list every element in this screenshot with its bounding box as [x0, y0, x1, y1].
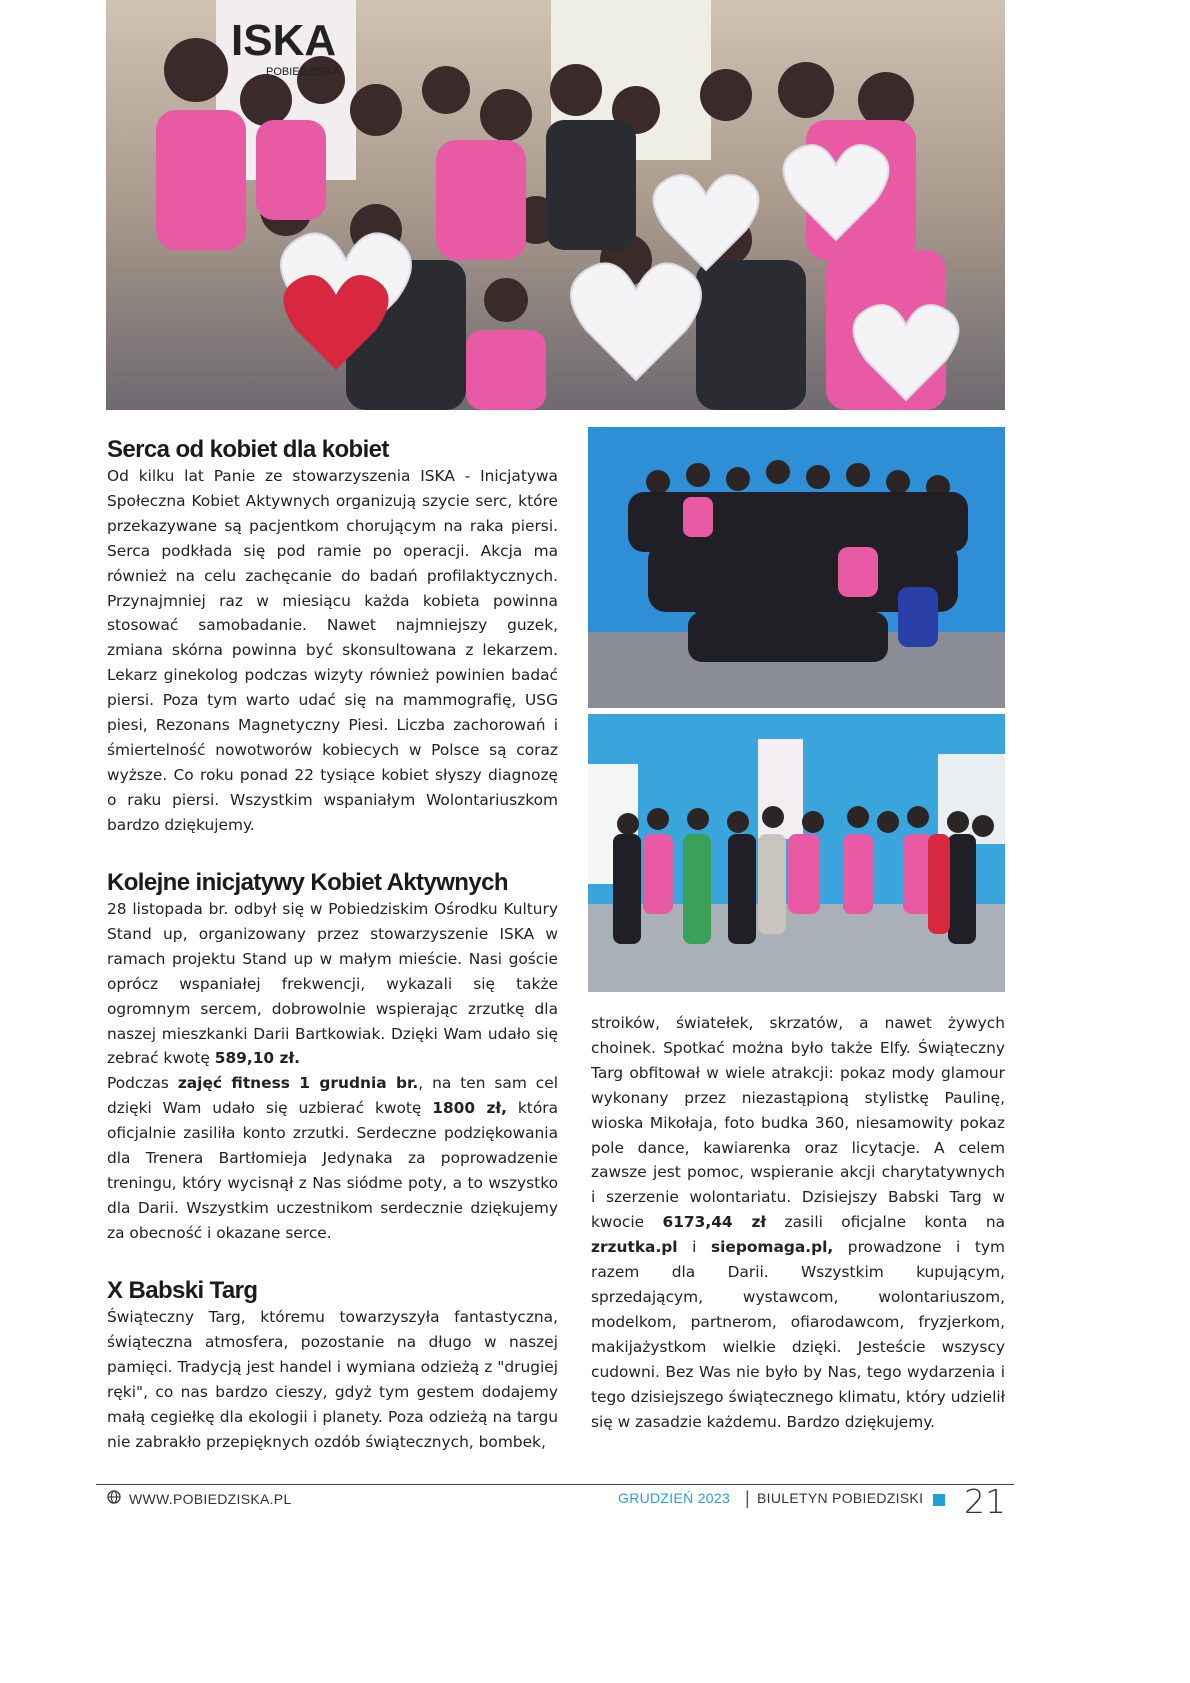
fitness-text-start: Podczas — [107, 1074, 178, 1093]
fitness-text-mid: , na ten sam cel dzięki Wam udało się uzbierać kwotę — [107, 1074, 558, 1118]
section-initiatives — [107, 869, 558, 1246]
heading-hearts: Serca od kobiet dla kobiet — [107, 436, 389, 463]
targ-amount: 6173,44 zł — [662, 1213, 767, 1232]
group-photo-blue-wall — [588, 427, 1005, 708]
fitness-amount: 1800 zł, — [432, 1099, 507, 1118]
main-photo-group-with-hearts — [106, 0, 1005, 410]
footer-issue-date: GRUDZIEŃ 2023 — [618, 1490, 731, 1506]
babski-targ-body-right — [591, 1011, 1005, 1434]
initiatives-paragraph-1 — [107, 897, 558, 1071]
siepomaga-link[interactable]: siepomaga.pl, — [710, 1238, 834, 1257]
globe-icon — [107, 1490, 121, 1507]
footer-accent-square — [933, 1494, 945, 1506]
svg-text:POBIEDZISKA: POBIEDZISKA — [266, 66, 340, 78]
babski-targ-continued — [591, 1011, 1005, 1434]
group-photo-christmas-market — [588, 714, 1005, 992]
footer-publication-title: BIULETYN POBIEDZISKI — [757, 1490, 924, 1506]
heading-babski-targ: X Babski Targ — [107, 1277, 258, 1304]
website-url[interactable]: WWW.POBIEDZISKA.PL — [129, 1490, 292, 1507]
fitness-text-end: która oficjalnie zasiliła konto zrzutki. Serdeczne podziękowania dla Trenera Bartłomieja Jedynaka za poprowadzenie treningu, który wycisnął z Nas siódme poty, a to wszystko dla Darii. Wszystkim uczestnikom serdecznie dziękujemy za obecność i okazane serce. — [107, 1099, 558, 1242]
initiatives-text: 28 listopada br. odbył się w Pobiedziskim Ośrodku Kultury Stand up, organizowany przez stowarzyszenie ISKA w ramach projektu Stand up w małym mieście. Nasi goście oprócz wspaniałej frekwencji, wykazali się także ogromnym sercem, dobrowolnie wspierając zrzutkę dla naszej mieszkanki Darii Bartkowiak. Dzięki Wam udało się zebrać kwotę — [107, 900, 558, 1068]
svg-text:ISKA: ISKA — [231, 16, 337, 65]
targ-text-1: stroików, światełek, skrzatów, a nawet żywych choinek. Spotkać można było także Elfy. Świąteczny Targ obfitował w wiele atrakcji: pokaz mody glamour wykonany przez niezastąpioną stylistkę Paulinę, wioska Mikołaja, foto budka 360, niesamowity pokaz pole dance, kawiarenka oraz licytacje. A celem zawsze jest pomoc, wspieranie akcji charytatywnych i szerzenie wolontariatu. Dzisiejszy Babski Targ w kwocie — [591, 1014, 1005, 1232]
footer-divider — [96, 1484, 1014, 1485]
section-babski-targ — [107, 1277, 558, 1454]
zrzutka-link[interactable]: zrzutka.pl — [591, 1238, 678, 1257]
targ-text-2: zasili oficjalne konta na — [766, 1213, 1005, 1232]
footer-separator: | — [745, 1488, 750, 1508]
initiatives-paragraph-2 — [107, 1071, 558, 1245]
standup-amount: 589,10 zł. — [214, 1049, 301, 1068]
targ-text-3: i — [677, 1238, 711, 1257]
footer-website[interactable] — [107, 1490, 292, 1507]
page-number: 21 — [964, 1482, 1006, 1521]
babski-targ-body-left: Świąteczny Targ, któremu towarzyszyła fantastyczna, świąteczna atmosfera, pozostanie na długo w naszej pamięci. Tradycją jest handel i wymiana odzieżą z "drugiej ręki", co nas bardzo cieszy, gdyż tym gestem dodajemy małą cegiełkę dla ekologii i planety. Poza odzieżą na targu nie zabrakło przepięknych ozdób świątecznych, bombek, — [107, 1308, 558, 1451]
section-hearts — [107, 436, 558, 838]
heading-initiatives: Kolejne inicjatywy Kobiet Aktywnych — [107, 869, 508, 896]
hearts-body: Od kilku lat Panie ze stowarzyszenia ISKA - Inicjatywa Społeczna Kobiet Aktywnych organizują szycie serc, które przekazywane są pacjentkom chorującym na raka piersi. Serca podkłada się pod ramie po operacji. Akcja ma również na celu zachęcanie do badań profilaktycznych. Przynajmniej raz w miesiącu każda kobieta powinna stosować samobadanie. Nawet najmniejszy guzek, zmiana skórna powinna być skonsultowana z lekarzem. Lekarz ginekolog podczas wizyty również powinien badać piersi. Poza tym warto udać się na mammografię, USG piesi, Rezonans Magnetyczny Piesi. Liczba zachorowań i śmiertelność nowotworów kobiecych w Polsce są coraz wyższe. Co roku ponad 22 tysiące kobiet słyszy diagnozę o raku piersi. Wszystkim wspaniałym Wolontariuszkom bardzo dziękujemy. — [107, 467, 558, 834]
fitness-event: zajęć fitness 1 grudnia br. — [177, 1074, 419, 1093]
targ-text-4: prowadzone i tym razem dla Darii. Wszystkim kupującym, sprzedającym, wystawcom, wolontariuszom, modelkom, partnerom, ofiarodawcom, fryzjerkom, makijażystkom wielkie dzięki. Jesteście wszyscy cudowni. Bez Was nie było by Nas, tego wydarzenia i tego dzisiejszego świątecznego klimatu, który udzielił się w zasadzie każdemu. Bardzo dziękujemy. — [591, 1238, 1005, 1431]
